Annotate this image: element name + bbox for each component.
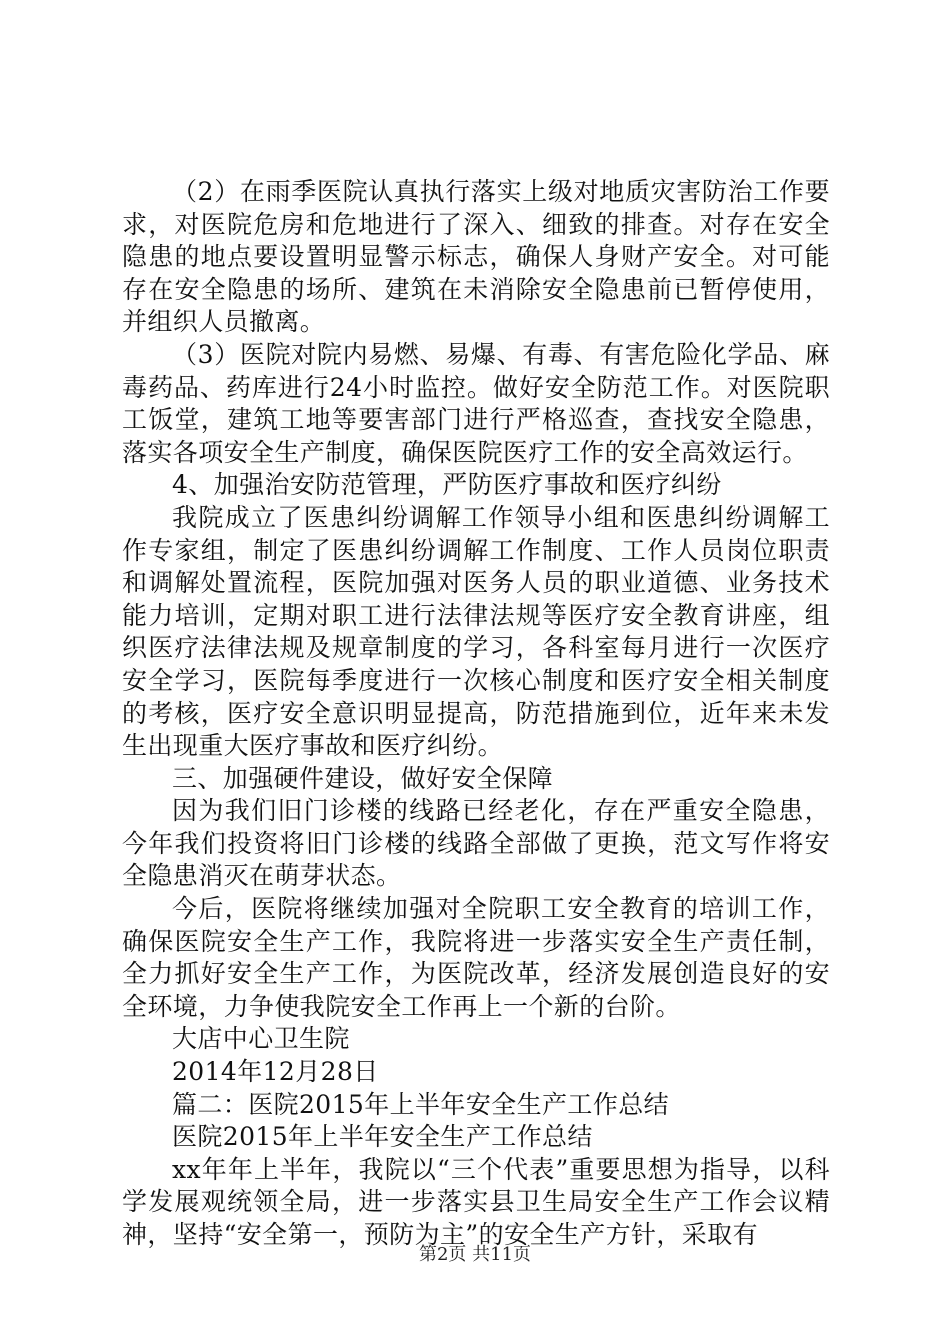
part-two-title: 医院2015年上半年安全生产工作总结 [172, 1122, 593, 1152]
signature-date: 2014年12月28日 [172, 1057, 379, 1087]
section-heading-hardware-construction: 三、加强硬件建设，做好安全保障 [172, 763, 554, 793]
section-heading-security-management: 4、加强治安防范管理，严防医疗事故和医疗纠纷 [172, 470, 722, 500]
page-number-footer: 第2页 共11页 [418, 1244, 532, 1265]
paragraph-future-plans: 今后，医院将继续加强对全院职工安全教育的培训工作，确保医院安全生产工作，我院将进一步落实安全生产责任制，全力抓好安全生产工作，为医院改革，经济发展创造良好的安全环境，力争使我院安全工作再上一个新的台阶。 [122, 894, 830, 1021]
paragraph-part-two-intro: xx年年上半年，我院以“三个代表”重要思想为指导，以科学发展观统领全局，进一步落实县卫生局安全生产工作会议精神，坚持“安全第一，预防为主”的安全生产方针，采取有 [122, 1154, 830, 1249]
paragraph-geological-hazard-inspection: （2）在雨季医院认真执行落实上级对地质灾害防治工作要求，对医院危房和危地进行了深入、细致的排查。对存在安全隐患的地点要设置明显警示标志，确保人身财产安全。对可能存在安全隐患的场所、建筑在未消除安全隐患前已暂停使用，并组织人员撤离。 [122, 177, 830, 337]
paragraph-medical-dispute-mediation: 我院成立了医患纠纷调解工作领导小组和医患纠纷调解工作专家组，制定了医患纠纷调解工作制度、工作人员岗位职责和调解处置流程，医院加强对医务人员的职业道德、业务技术能力培训，定期对职工进行法律法规等医疗安全教育讲座，组织医疗法律法规及规章制度的学习，各科室每月进行一次医疗安全学习，医院每季度进行一次核心制度和医疗安全相关制度的考核，医疗安全意识明显提高，防范措施到位，近年来未发生出现重大医疗事故和医疗纠纷。 [122, 502, 830, 761]
signature-organization: 大店中心卫生院 [172, 1024, 350, 1054]
document-body [122, 176, 830, 1252]
part-two-heading: 篇二：医院2015年上半年安全生产工作总结 [172, 1089, 670, 1119]
paragraph-hazardous-materials-monitoring: （3）医院对院内易燃、易爆、有毒、有害危险化学品、麻毒药品、药库进行24小时监控。做好安全防范工作。对医院职工饭堂，建筑工地等要害部门进行严格巡查，查找安全隐患，落实各项安全生产制度，确保医院医疗工作的安全高效运行。 [122, 339, 830, 467]
paragraph-wiring-replacement: 因为我们旧门诊楼的线路已经老化，存在严重安全隐患，今年我们投资将旧门诊楼的线路全部做了更换，范文写作将安全隐患消灭在萌芽状态。 [122, 796, 830, 891]
